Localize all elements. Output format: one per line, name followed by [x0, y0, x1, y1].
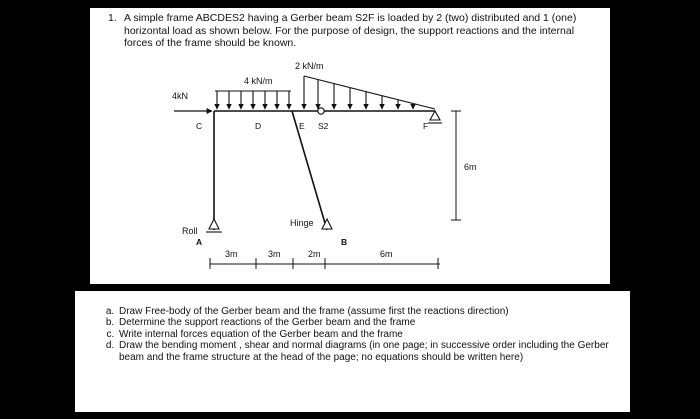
dim-label-4: 6m [380, 249, 393, 259]
udl-load [215, 91, 291, 109]
udl-label: 4 kN/m [244, 76, 273, 86]
label-b: B [341, 237, 348, 247]
task-item-d: d. Draw the bending moment , shear and normal diagrams (in one page; in successive order including the Gerber beam and the frame structure at the head of the page; no equations should be written here) [117, 340, 617, 363]
label-d: D [255, 121, 262, 131]
height-dimension-label: 6m [464, 162, 477, 172]
label-c: C [196, 121, 203, 131]
hinge-s2-node [318, 108, 324, 114]
triangular-load [304, 76, 435, 109]
roll-support-a [206, 219, 222, 232]
problem-number: 1. [108, 12, 117, 24]
task-item-c: c. Write internal forces equation of the Gerber beam and the frame [117, 329, 617, 340]
horizontal-dimension-line [210, 258, 440, 269]
label-e: E [299, 121, 305, 131]
problem-text: A simple frame ABCDES2 having a Gerber beam S2F is loaded by 2 (two) distributed and 1 (one) horizontal load as shown below. For the purpose of design, the support reactions and the internal forces of the frame should be known. [124, 12, 577, 49]
triangular-load-label: 2 kN/m [295, 61, 324, 71]
height-dimension [451, 111, 461, 220]
task-item-b: b. Determine the support reactions of the Gerber beam and the frame [117, 317, 617, 328]
problem-card [90, 8, 610, 284]
task-list [95, 306, 617, 363]
support-f [428, 111, 442, 123]
frame-diagram [90, 8, 610, 284]
dim-label-1: 3m [225, 249, 238, 259]
label-hinge: Hinge [290, 218, 314, 228]
task-item-a: a. Draw Free-body of the Gerber beam and the frame (assume first the reactions direction) [117, 306, 617, 317]
label-roll: Roll [182, 226, 198, 236]
label-a: A [196, 237, 203, 247]
label-s2: S2 [318, 121, 329, 131]
horizontal-load-label: 4kN [172, 91, 189, 101]
dim-label-2: 3m [268, 249, 281, 259]
dim-label-3: 2m [308, 249, 321, 259]
tasks-card [75, 291, 630, 412]
label-f: F [423, 121, 429, 131]
